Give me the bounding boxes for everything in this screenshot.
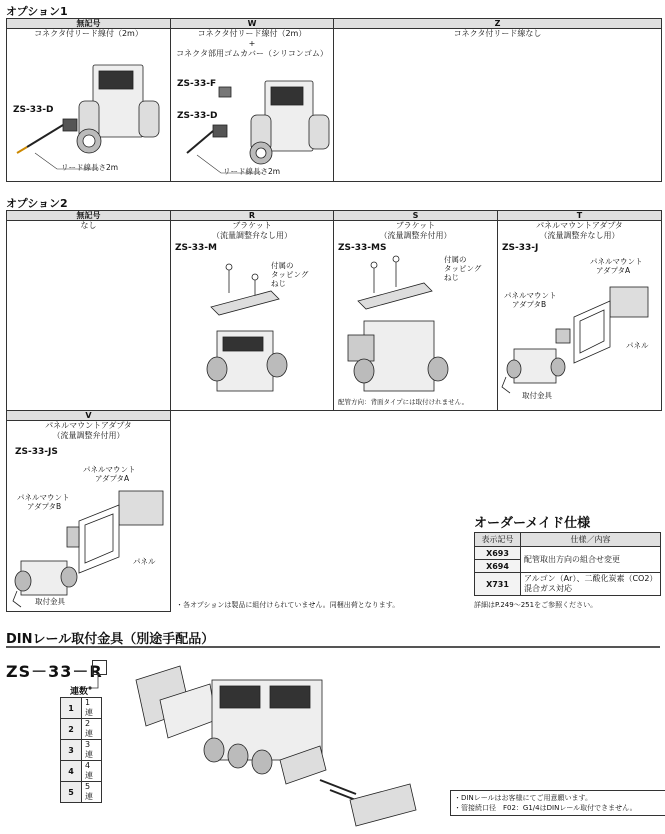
v-adapter-b-line1: パネルマウント [17,493,70,502]
option1-table [6,18,662,182]
count-key: 2 [61,719,82,740]
option2-header-t: T [498,211,662,221]
option2-v-line1: パネルマウントアダプタ [45,421,132,430]
count-key: 5 [61,782,82,803]
din-title: DINレール取付金具（別途手配品） [6,632,215,647]
order-made-desc-2: アルゴン（Ar）、二酸化炭素（CO2）混合ガス対応 [521,573,661,596]
order-made-title: オーダーメイド仕様 [474,516,591,531]
option1-header-none: 無記号 [7,19,171,29]
option2-header-s: S [334,211,498,221]
option1-w-extra: コネクタ部用ゴムカバー（シリコンゴム） [176,49,328,58]
order-made-code-x694: X694 [475,560,521,573]
count-value: 2連 [82,719,102,740]
din-note-2: ・管接続口径 F02：G1/4はDINレール取付できません。 [454,804,637,812]
order-made-note: 詳細はP.249～251をご参照ください。 [474,601,598,609]
din-count-pointer [80,670,110,700]
t-adapter-a-line2: アダプタA [596,266,631,275]
din-count-label: 連数 [70,687,89,697]
count-value: 3連 [82,740,102,761]
model-zs33f: ZS-33-F [177,79,217,89]
s-mounting-note: 配管方向：背面タイプには取付けれません。 [338,398,469,406]
count-value: 1連 [82,698,102,719]
lead-length-label-a: リード線長さ2m [61,163,119,172]
option2-r-line1: ブラケット [232,221,272,230]
v-adapter-a-line1: パネルマウント [83,465,136,474]
s-screw-line2: タッピング [444,264,482,273]
option1-header-w: W [171,19,334,29]
din-rail-assembly-illustration [120,650,440,830]
t-adapter-a-line1: パネルマウント [590,257,643,266]
sensor-with-lead-illustration [7,29,171,181]
count-key: 3 [61,740,82,761]
v-fitting-label: 取付金具 [35,597,65,606]
model-zs33m: ZS-33-M [175,243,217,253]
t-adapter-b-line2: アダプタB [512,300,547,309]
option1-title: オプション1 [6,5,68,18]
count-value: 4連 [82,761,102,782]
order-made-header-desc: 仕様／内容 [521,533,661,547]
count-key: 1 [61,698,82,719]
model-zs33d-w: ZS-33-D [177,111,218,121]
t-adapter-b-line1: パネルマウント [504,291,557,300]
option1-desc-w: コネクタ付リード線付（2m） [197,29,307,38]
din-note-1: ・DINレールはお客様にてご用意願います。 [454,794,592,802]
option1-desc-z: コネクタ付リード線なし [453,29,542,38]
count-value: 5連 [82,782,102,803]
bracket-illustration-s [334,221,498,410]
r-screw-line2: タッピング [271,270,309,279]
model-zs33j: ZS-33-J [502,243,539,253]
v-adapter-b-line2: アダプタB [27,502,62,511]
option2-footnote: ・各オプションは製品に組付けられていません。同梱出荷となります。 [176,601,400,609]
option2-t-line2: （流量調整弁なし用） [539,231,620,240]
din-model-code: ZS－33－R [6,662,103,681]
option2-v-line2: （流量調整弁付用） [52,431,125,440]
order-made-code-x731: X731 [475,573,521,596]
option2-header-none: 無記号 [7,211,171,221]
order-made-code-x693: X693 [475,547,521,560]
din-notes-box [450,790,665,816]
option2-header-r: R [171,211,334,221]
order-made-table [474,532,661,596]
s-screw-line3: ねじ [444,273,459,282]
bracket-illustration-r [171,221,334,410]
panel-mount-illustration-v [7,421,171,611]
order-made-header-code: 表示記号 [475,533,521,547]
order-made-desc-1: 配管取出方向の組合せ変更 [521,547,661,573]
option1-header-z: Z [334,19,662,29]
option2-s-line2: （流量調整弁付用） [379,231,452,240]
option2-t-line1: パネルマウントアダプタ [536,221,623,230]
r-screw-line1: 付属の [271,261,294,270]
model-zs33d-a: ZS-33-D [13,105,54,115]
option2-none-text: なし [80,221,97,230]
option2-header-v: V [7,411,171,421]
lead-length-label-w: リード線長さ2m [223,167,281,176]
t-panel-label: パネル [626,341,649,350]
t-fitting-label: 取付金具 [522,391,552,400]
option1-desc-none: コネクタ付リード線付（2m） [34,29,143,38]
din-count-table [60,697,102,803]
count-key: 4 [61,761,82,782]
v-panel-label: パネル [133,557,156,566]
option2-r-line2: （流量調整弁なし用） [212,231,292,240]
option1-plus: + [248,39,256,48]
model-zs33js: ZS-33-JS [15,447,58,457]
din-header [6,628,660,648]
r-screw-line3: ねじ [271,279,286,288]
sensor-with-cover-illustration [171,29,334,181]
option2-title: オプション2 [6,197,68,210]
s-screw-line1: 付属の [444,255,467,264]
model-zs33ms: ZS-33-MS [338,243,387,253]
v-adapter-a-line2: アダプタA [95,474,130,483]
panel-mount-illustration-t [498,221,662,410]
option2-s-line1: ブラケット [395,221,436,230]
